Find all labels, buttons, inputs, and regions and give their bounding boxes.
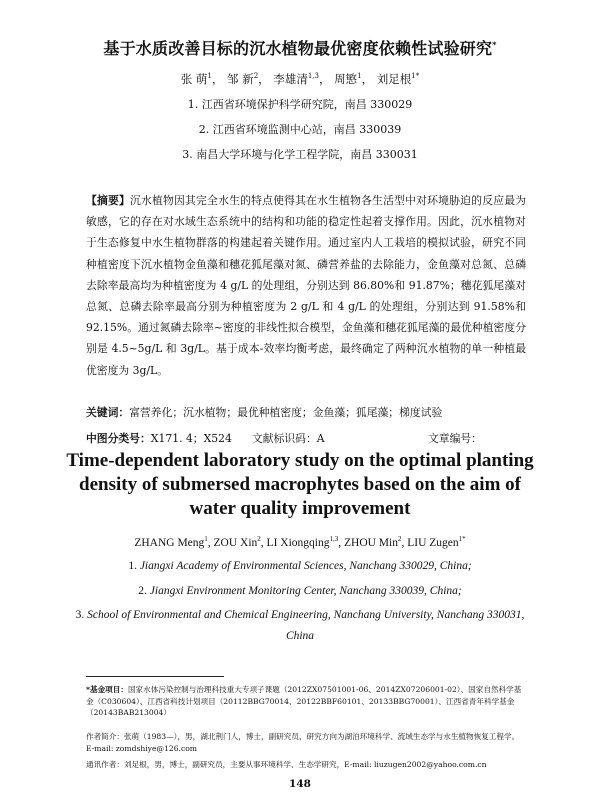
fund-footnote <box>86 684 526 719</box>
en-author-name: ZOU Xin <box>213 536 258 549</box>
english-authors: ZHANG Meng$^1$, ZOU Xin$^2$, LI Xiongqing$^{1,3}$, ZHOU Min$^2$, LIU Zugen$^{1*}$ <box>134 535 466 549</box>
chinese-keywords <box>86 405 442 420</box>
english-affiliation-3 <box>0 609 600 621</box>
english-title: Time-dependent laboratory study on the optimal planting density of submersed macrophytes based on the aim of water quality improvement <box>66 450 534 519</box>
fund-label: *基金项目： <box>86 685 128 694</box>
chinese-authors: 张 萌$^1$， 邹 新$^2$， 李雄清$^{1,3}$， 周慜$^1$， 刘足根$^{1*}$ <box>180 72 420 86</box>
english-affiliation-1 <box>0 560 600 572</box>
author-name: 邹 新 <box>227 72 254 86</box>
aff-text: School of Environmental and Chemical Engineering, Nanchang University, Nanchang 330031, <box>87 609 525 621</box>
en-author-sup: 1 <box>204 535 208 543</box>
aff-number: 1. <box>128 560 137 572</box>
aff-text: Jiangxi Academy of Environmental Sciences, Nanchang 330029, China; <box>139 560 472 572</box>
english-affiliation-2 <box>0 585 600 597</box>
en-author-sup: 2 <box>257 535 261 543</box>
chinese-affiliation-3: 3. 南昌大学环境与化学工程学院，南昌 330031 <box>182 148 418 161</box>
title-footnote-mark: * <box>492 40 497 50</box>
author-sup: 1 <box>357 72 362 81</box>
author-sup: 1* <box>411 72 420 81</box>
classification-line <box>86 431 546 446</box>
article-no-label: 文章编号： <box>428 432 482 445</box>
chinese-title <box>0 36 600 59</box>
author-sup: 2 <box>253 72 259 81</box>
author-info-footnote: 作者简介：张萌（1983—），男，湖北荆门人，博士，副研究员，研究方向为湖泊环境科学、流域生态学与水生植物恢复工程学。E-mail: zomdshiye@126.com <box>86 732 520 753</box>
author-name: 周慜 <box>334 72 358 86</box>
doc-code-value: A <box>316 432 325 445</box>
clc-label: 中图分类号： <box>86 432 151 445</box>
aff-number: 3. <box>75 609 85 621</box>
chinese-affiliation-1: 1. 江西省环境保护科学研究院，南昌 330029 <box>187 98 413 111</box>
author-name: 张 萌 <box>180 72 208 86</box>
chinese-abstract <box>86 190 526 381</box>
keywords-text: 富营养化；沉水植物；最优种植密度；金鱼藻；狐尾藻；梯度试验 <box>129 406 443 419</box>
doc-code-label: 文献标识码： <box>252 432 317 445</box>
clc-value: X171. 4；X524 <box>150 432 232 445</box>
chinese-affiliation-2: 2. 江西省环境监测中心站，南昌 330039 <box>198 123 402 136</box>
aff-text: Jiangxi Environment Monitoring Center, Nanchang 330039, China; <box>149 585 462 597</box>
fund-text: 国家水体污染控制与治理科技重大专项子课题（2012ZX07501001-06、2014ZX07206001-02）、国家自然科学基金（C030604）、江西省科技计划项目（20112BBG70014、20122BBF60101、20133BBG70001）、江西省青年科学基金（20143BAB213004） <box>86 685 522 717</box>
footnote-rule <box>86 676 224 677</box>
chinese-title-text: 基于水质改善目标的沉水植物最优密度依赖性试验研究 <box>103 39 493 58</box>
keywords-label: 关键词： <box>86 406 130 419</box>
corresponding-footnote: 通讯作者：刘足根，男，博士，副研究员，主要从事环境科学、生态学研究，E-mail: liuzugen2002@yahoo.com.cn <box>86 760 487 769</box>
author-sup: 1 <box>207 72 212 81</box>
clc-group <box>86 431 252 446</box>
author-name: 李雄清 <box>273 72 308 86</box>
author-name: 刘足根 <box>376 72 412 86</box>
en-author-name: ZHANG Meng <box>134 536 205 549</box>
author-sup: 1,3 <box>307 72 319 81</box>
en-author-name: ZHOU Min <box>343 536 398 549</box>
english-affiliation-country: China <box>285 630 315 642</box>
en-author-sup: 2 <box>397 535 402 543</box>
en-author-sup: 1* <box>458 535 466 543</box>
page-number: 148 <box>289 778 311 790</box>
en-author-name: LI Xiongqing <box>266 536 330 549</box>
abstract-label: 【摘要】 <box>86 194 131 207</box>
en-author-sup: 1,3 <box>329 535 339 543</box>
aff-number: 2. <box>138 585 147 597</box>
doc-code-group <box>252 431 428 446</box>
en-author-name: LIU Zugen <box>407 536 459 549</box>
abstract-text: 沉水植物因其完全水生的特点使得其在水生植物各生活型中对环境胁迫的反应最为敏感，它的存在对水域生态系统中的结构和功能的稳定性起着支撑作用。因此，沉水植物对于生态修复中水生植物群落的构建起着关键作用。通过室内人工栽培的模拟试验，研究不同种植密度下沉水植物金鱼藻和穗花狐尾藻对氮、磷营养盐的去除能力，金鱼藻对总氮、总磷去除率最高均为种植密度为 4 g/L 的处理组，分别达到 86.80%和 91.87%；穗花狐尾藻对总氮、总磷去除率最高分别为种植密度为 2 g/L 和 4 g/L 的处理组，分别达到 91.58%和 92.15%。通过氮磷去除率~密度的非线性拟合模型，金鱼藻和穗花狐尾藻的最优种植密度分别是 4.5~5g/L 和 3g/L。基于成本-效率均衡考虑，最终确定了两种沉水植物的单一种植最优密度为 3g/L。 <box>86 194 527 377</box>
